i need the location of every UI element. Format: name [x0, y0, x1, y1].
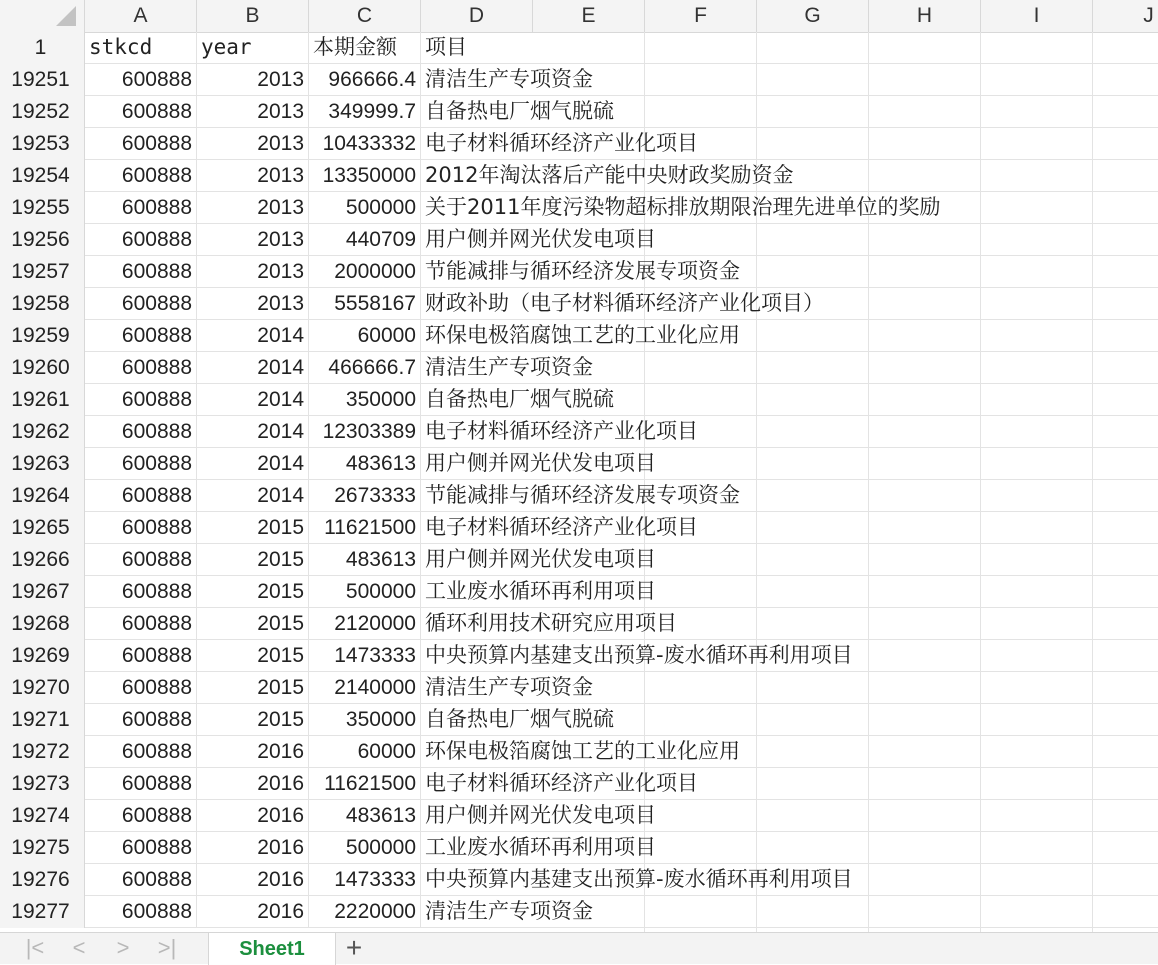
table-row — [0, 352, 1158, 384]
cell-item[interactable]: 环保电极箔腐蚀工艺的工业化应用 — [425, 739, 740, 763]
cell-item[interactable]: 用户侧并网光伏发电项目 — [425, 451, 656, 475]
row-header[interactable]: 19265 — [0, 512, 85, 544]
row-header[interactable]: 19252 — [0, 96, 85, 128]
cell-year[interactable]: 2016 — [197, 832, 309, 863]
row-header[interactable]: 19267 — [0, 576, 85, 608]
cell-item[interactable]: 用户侧并网光伏发电项目 — [425, 227, 656, 251]
cell-stkcd[interactable]: 600888 — [85, 256, 197, 287]
cell-year[interactable]: 2015 — [197, 672, 309, 703]
cell-item[interactable]: 清洁生产专项资金 — [425, 67, 593, 91]
cell-amount[interactable]: 2120000 — [309, 608, 421, 639]
row-header[interactable]: 19254 — [0, 160, 85, 192]
table-row — [0, 192, 1158, 224]
row-header[interactable]: 19259 — [0, 320, 85, 352]
cell-stkcd[interactable]: 600888 — [85, 832, 197, 863]
row-header[interactable]: 19253 — [0, 128, 85, 160]
cell-item[interactable]: 电子材料循环经济产业化项目 — [425, 515, 698, 539]
cell-item[interactable]: 电子材料循环经济产业化项目 — [425, 771, 698, 795]
cell-item[interactable]: 关于2011年度污染物超标排放期限治理先进单位的奖励 — [425, 195, 941, 219]
cell-year[interactable]: 2014 — [197, 352, 309, 383]
cell-item[interactable]: 节能减排与循环经济发展专项资金 — [425, 259, 740, 283]
cell-year[interactable]: 2014 — [197, 320, 309, 351]
cell-stkcd[interactable]: 600888 — [85, 416, 197, 447]
table-row — [0, 672, 1158, 704]
row-header[interactable]: 19269 — [0, 640, 85, 672]
cell-stkcd[interactable]: 600888 — [85, 896, 197, 927]
sheet-tab-bar — [0, 932, 1158, 964]
cell-item[interactable]: 工业废水循环再利用项目 — [425, 835, 656, 859]
column-header-c[interactable]: C — [309, 0, 421, 32]
row-header[interactable]: 19261 — [0, 384, 85, 416]
cell-year[interactable]: 2013 — [197, 64, 309, 95]
table-row — [0, 416, 1158, 448]
cell-item[interactable]: 循环利用技术研究应用项目 — [425, 611, 677, 635]
table-row — [0, 544, 1158, 576]
column-header-d[interactable]: D — [421, 0, 533, 32]
cell-amount[interactable]: 2140000 — [309, 672, 421, 703]
cell-stkcd[interactable]: 600888 — [85, 288, 197, 319]
row-header[interactable]: 19263 — [0, 448, 85, 480]
cell-amount[interactable]: 2000000 — [309, 256, 421, 287]
column-header-g[interactable]: G — [757, 0, 869, 32]
cell-item[interactable]: 自备热电厂烟气脱硫 — [425, 707, 614, 731]
cell-item[interactable]: 财政补助（电子材料循环经济产业化项目） — [425, 291, 824, 315]
row-header[interactable]: 19251 — [0, 64, 85, 96]
cell-amount[interactable]: 11621500 — [309, 512, 421, 543]
cell-amount[interactable]: 466666.7 — [309, 352, 421, 383]
select-all-corner[interactable] — [0, 0, 85, 32]
row-header[interactable]: 19256 — [0, 224, 85, 256]
cell-amount[interactable]: 500000 — [309, 192, 421, 223]
cell-stkcd[interactable]: 600888 — [85, 512, 197, 543]
cell-amount[interactable]: 966666.4 — [309, 64, 421, 95]
cell-stkcd[interactable]: 600888 — [85, 800, 197, 831]
cell-item[interactable]: 自备热电厂烟气脱硫 — [425, 387, 614, 411]
row-header[interactable]: 19258 — [0, 288, 85, 320]
cell-item[interactable]: 清洁生产专项资金 — [425, 899, 593, 923]
cell-stkcd[interactable]: 600888 — [85, 704, 197, 735]
cell-stkcd[interactable]: 600888 — [85, 672, 197, 703]
table-row — [0, 96, 1158, 128]
column-header-j[interactable]: J — [1093, 0, 1158, 32]
cell-year[interactable]: 2014 — [197, 384, 309, 415]
row-header[interactable]: 19255 — [0, 192, 85, 224]
cell-amount[interactable]: 1473333 — [309, 864, 421, 895]
column-header-i[interactable]: I — [981, 0, 1093, 32]
column-header-b[interactable]: B — [197, 0, 309, 32]
cell-year[interactable]: 2015 — [197, 544, 309, 575]
add-sheet-icon[interactable]: + — [345, 932, 363, 963]
cell-amount[interactable]: 483613 — [309, 544, 421, 575]
cell-amount[interactable]: 60000 — [309, 736, 421, 767]
cell-item[interactable]: 清洁生产专项资金 — [425, 675, 593, 699]
cell-item[interactable]: 中央预算内基建支出预算-废水循环再利用项目 — [425, 867, 853, 891]
column-header-e[interactable]: E — [533, 0, 645, 32]
cell-amount[interactable]: 1473333 — [309, 640, 421, 671]
table-row — [0, 224, 1158, 256]
cell-amount[interactable]: 350000 — [309, 384, 421, 415]
cell-year[interactable]: 2016 — [197, 768, 309, 799]
cell-item[interactable]: 2012年淘汰落后产能中央财政奖励资金 — [425, 163, 794, 187]
row-header[interactable]: 19268 — [0, 608, 85, 640]
row-header[interactable]: 19272 — [0, 736, 85, 768]
cell-stkcd[interactable]: 600888 — [85, 352, 197, 383]
table-row — [0, 160, 1158, 192]
row-header[interactable]: 19270 — [0, 672, 85, 704]
cell-amount[interactable]: 483613 — [309, 800, 421, 831]
cell-year[interactable]: 2015 — [197, 704, 309, 735]
row-header[interactable]: 19266 — [0, 544, 85, 576]
cell-year[interactable]: 2015 — [197, 640, 309, 671]
cell-item[interactable]: 自备热电厂烟气脱硫 — [425, 99, 614, 123]
table-row — [0, 320, 1158, 352]
cell-header-stkcd[interactable]: stkcd — [85, 32, 197, 63]
cell-year[interactable]: 2014 — [197, 448, 309, 479]
cell-header-year[interactable]: year — [197, 32, 309, 63]
table-row — [0, 448, 1158, 480]
table-row — [0, 768, 1158, 800]
cell-stkcd[interactable]: 600888 — [85, 480, 197, 511]
cell-amount[interactable]: 11621500 — [309, 768, 421, 799]
row-header[interactable]: 19277 — [0, 896, 85, 928]
cell-stkcd[interactable]: 600888 — [85, 128, 197, 159]
cell-year[interactable]: 2015 — [197, 512, 309, 543]
cell-stkcd[interactable]: 600888 — [85, 448, 197, 479]
cell-stkcd[interactable]: 600888 — [85, 96, 197, 127]
table-row — [0, 512, 1158, 544]
cell-amount[interactable]: 350000 — [309, 704, 421, 735]
select-all-triangle-icon — [56, 6, 76, 26]
sheet-tab-sheet1[interactable]: Sheet1 — [208, 933, 336, 965]
cell-stkcd[interactable]: 600888 — [85, 576, 197, 607]
table-row — [0, 256, 1158, 288]
row-header[interactable]: 1 — [0, 32, 85, 64]
last-sheet-icon[interactable]: >| — [157, 935, 177, 960]
cell-stkcd[interactable]: 600888 — [85, 64, 197, 95]
cell-amount[interactable]: 13350000 — [309, 160, 421, 191]
row-header[interactable]: 19264 — [0, 480, 85, 512]
table-row — [0, 864, 1158, 896]
cell-year[interactable]: 2014 — [197, 480, 309, 511]
table-row — [0, 384, 1158, 416]
row-header[interactable]: 19273 — [0, 768, 85, 800]
cell-stkcd[interactable]: 600888 — [85, 160, 197, 191]
cell-stkcd[interactable]: 600888 — [85, 384, 197, 415]
table-row — [0, 64, 1158, 96]
cell-year[interactable]: 2013 — [197, 192, 309, 223]
table-row — [0, 480, 1158, 512]
cell-year[interactable]: 2014 — [197, 416, 309, 447]
cell-item[interactable]: 电子材料循环经济产业化项目 — [425, 131, 698, 155]
cell-amount[interactable]: 440709 — [309, 224, 421, 255]
cell-amount[interactable]: 2220000 — [309, 896, 421, 927]
table-row — [0, 800, 1158, 832]
row-header[interactable]: 19274 — [0, 800, 85, 832]
next-sheet-icon[interactable]: > — [116, 935, 130, 960]
cell-header-item[interactable]: 项目 — [425, 35, 467, 59]
cell-amount[interactable]: 500000 — [309, 832, 421, 863]
cell-header-amount[interactable]: 本期金额 — [309, 32, 421, 63]
cell-amount[interactable]: 10433332 — [309, 128, 421, 159]
row-header[interactable]: 19260 — [0, 352, 85, 384]
cell-item[interactable]: 环保电极箔腐蚀工艺的工业化应用 — [425, 323, 740, 347]
row-header[interactable]: 19276 — [0, 864, 85, 896]
cell-amount[interactable]: 349999.7 — [309, 96, 421, 127]
table-row — [0, 288, 1158, 320]
column-header-a[interactable]: A — [85, 0, 197, 32]
cell-item[interactable]: 工业废水循环再利用项目 — [425, 579, 656, 603]
cell-year[interactable]: 2016 — [197, 800, 309, 831]
cell-stkcd[interactable]: 600888 — [85, 224, 197, 255]
cell-stkcd[interactable]: 600888 — [85, 736, 197, 767]
row-header[interactable]: 19275 — [0, 832, 85, 864]
column-header-f[interactable]: F — [645, 0, 757, 32]
table-row — [0, 576, 1158, 608]
prev-sheet-icon[interactable]: < — [72, 935, 86, 960]
cell-year[interactable]: 2013 — [197, 96, 309, 127]
cell-year[interactable]: 2013 — [197, 224, 309, 255]
cell-item[interactable]: 中央预算内基建支出预算-废水循环再利用项目 — [425, 643, 853, 667]
row-header[interactable]: 19257 — [0, 256, 85, 288]
table-row — [0, 608, 1158, 640]
cell-year[interactable]: 2013 — [197, 288, 309, 319]
cell-stkcd[interactable]: 600888 — [85, 544, 197, 575]
table-row — [0, 128, 1158, 160]
cell-amount[interactable]: 60000 — [309, 320, 421, 351]
cell-item[interactable]: 用户侧并网光伏发电项目 — [425, 547, 656, 571]
row-header[interactable]: 19262 — [0, 416, 85, 448]
cell-stkcd[interactable]: 600888 — [85, 768, 197, 799]
cell-item[interactable]: 清洁生产专项资金 — [425, 355, 593, 379]
cell-amount[interactable]: 12303389 — [309, 416, 421, 447]
table-row — [0, 704, 1158, 736]
cell-amount[interactable]: 500000 — [309, 576, 421, 607]
cell-year[interactable]: 2016 — [197, 736, 309, 767]
cell-stkcd[interactable]: 600888 — [85, 192, 197, 223]
table-row — [0, 736, 1158, 768]
table-row — [0, 832, 1158, 864]
cell-stkcd[interactable]: 600888 — [85, 640, 197, 671]
cell-year[interactable]: 2013 — [197, 160, 309, 191]
cell-year[interactable]: 2016 — [197, 864, 309, 895]
cell-year[interactable]: 2013 — [197, 256, 309, 287]
cell-stkcd[interactable]: 600888 — [85, 320, 197, 351]
row-header[interactable]: 19271 — [0, 704, 85, 736]
table-row — [0, 640, 1158, 672]
cell-item[interactable]: 电子材料循环经济产业化项目 — [425, 419, 698, 443]
cell-year[interactable]: 2015 — [197, 608, 309, 639]
cell-year[interactable]: 2013 — [197, 128, 309, 159]
cell-year[interactable]: 2016 — [197, 896, 309, 927]
cell-year[interactable]: 2015 — [197, 576, 309, 607]
cell-item[interactable]: 节能减排与循环经济发展专项资金 — [425, 483, 740, 507]
cell-amount[interactable]: 483613 — [309, 448, 421, 479]
cell-item[interactable]: 用户侧并网光伏发电项目 — [425, 803, 656, 827]
first-sheet-icon[interactable]: |< — [25, 935, 45, 960]
cell-amount[interactable]: 2673333 — [309, 480, 421, 511]
column-header-h[interactable]: H — [869, 0, 981, 32]
table-row-header — [0, 32, 1158, 64]
table-row — [0, 896, 1158, 928]
cell-stkcd[interactable]: 600888 — [85, 608, 197, 639]
cell-amount[interactable]: 5558167 — [309, 288, 421, 319]
column-header-bar — [0, 0, 1158, 33]
cell-stkcd[interactable]: 600888 — [85, 864, 197, 895]
